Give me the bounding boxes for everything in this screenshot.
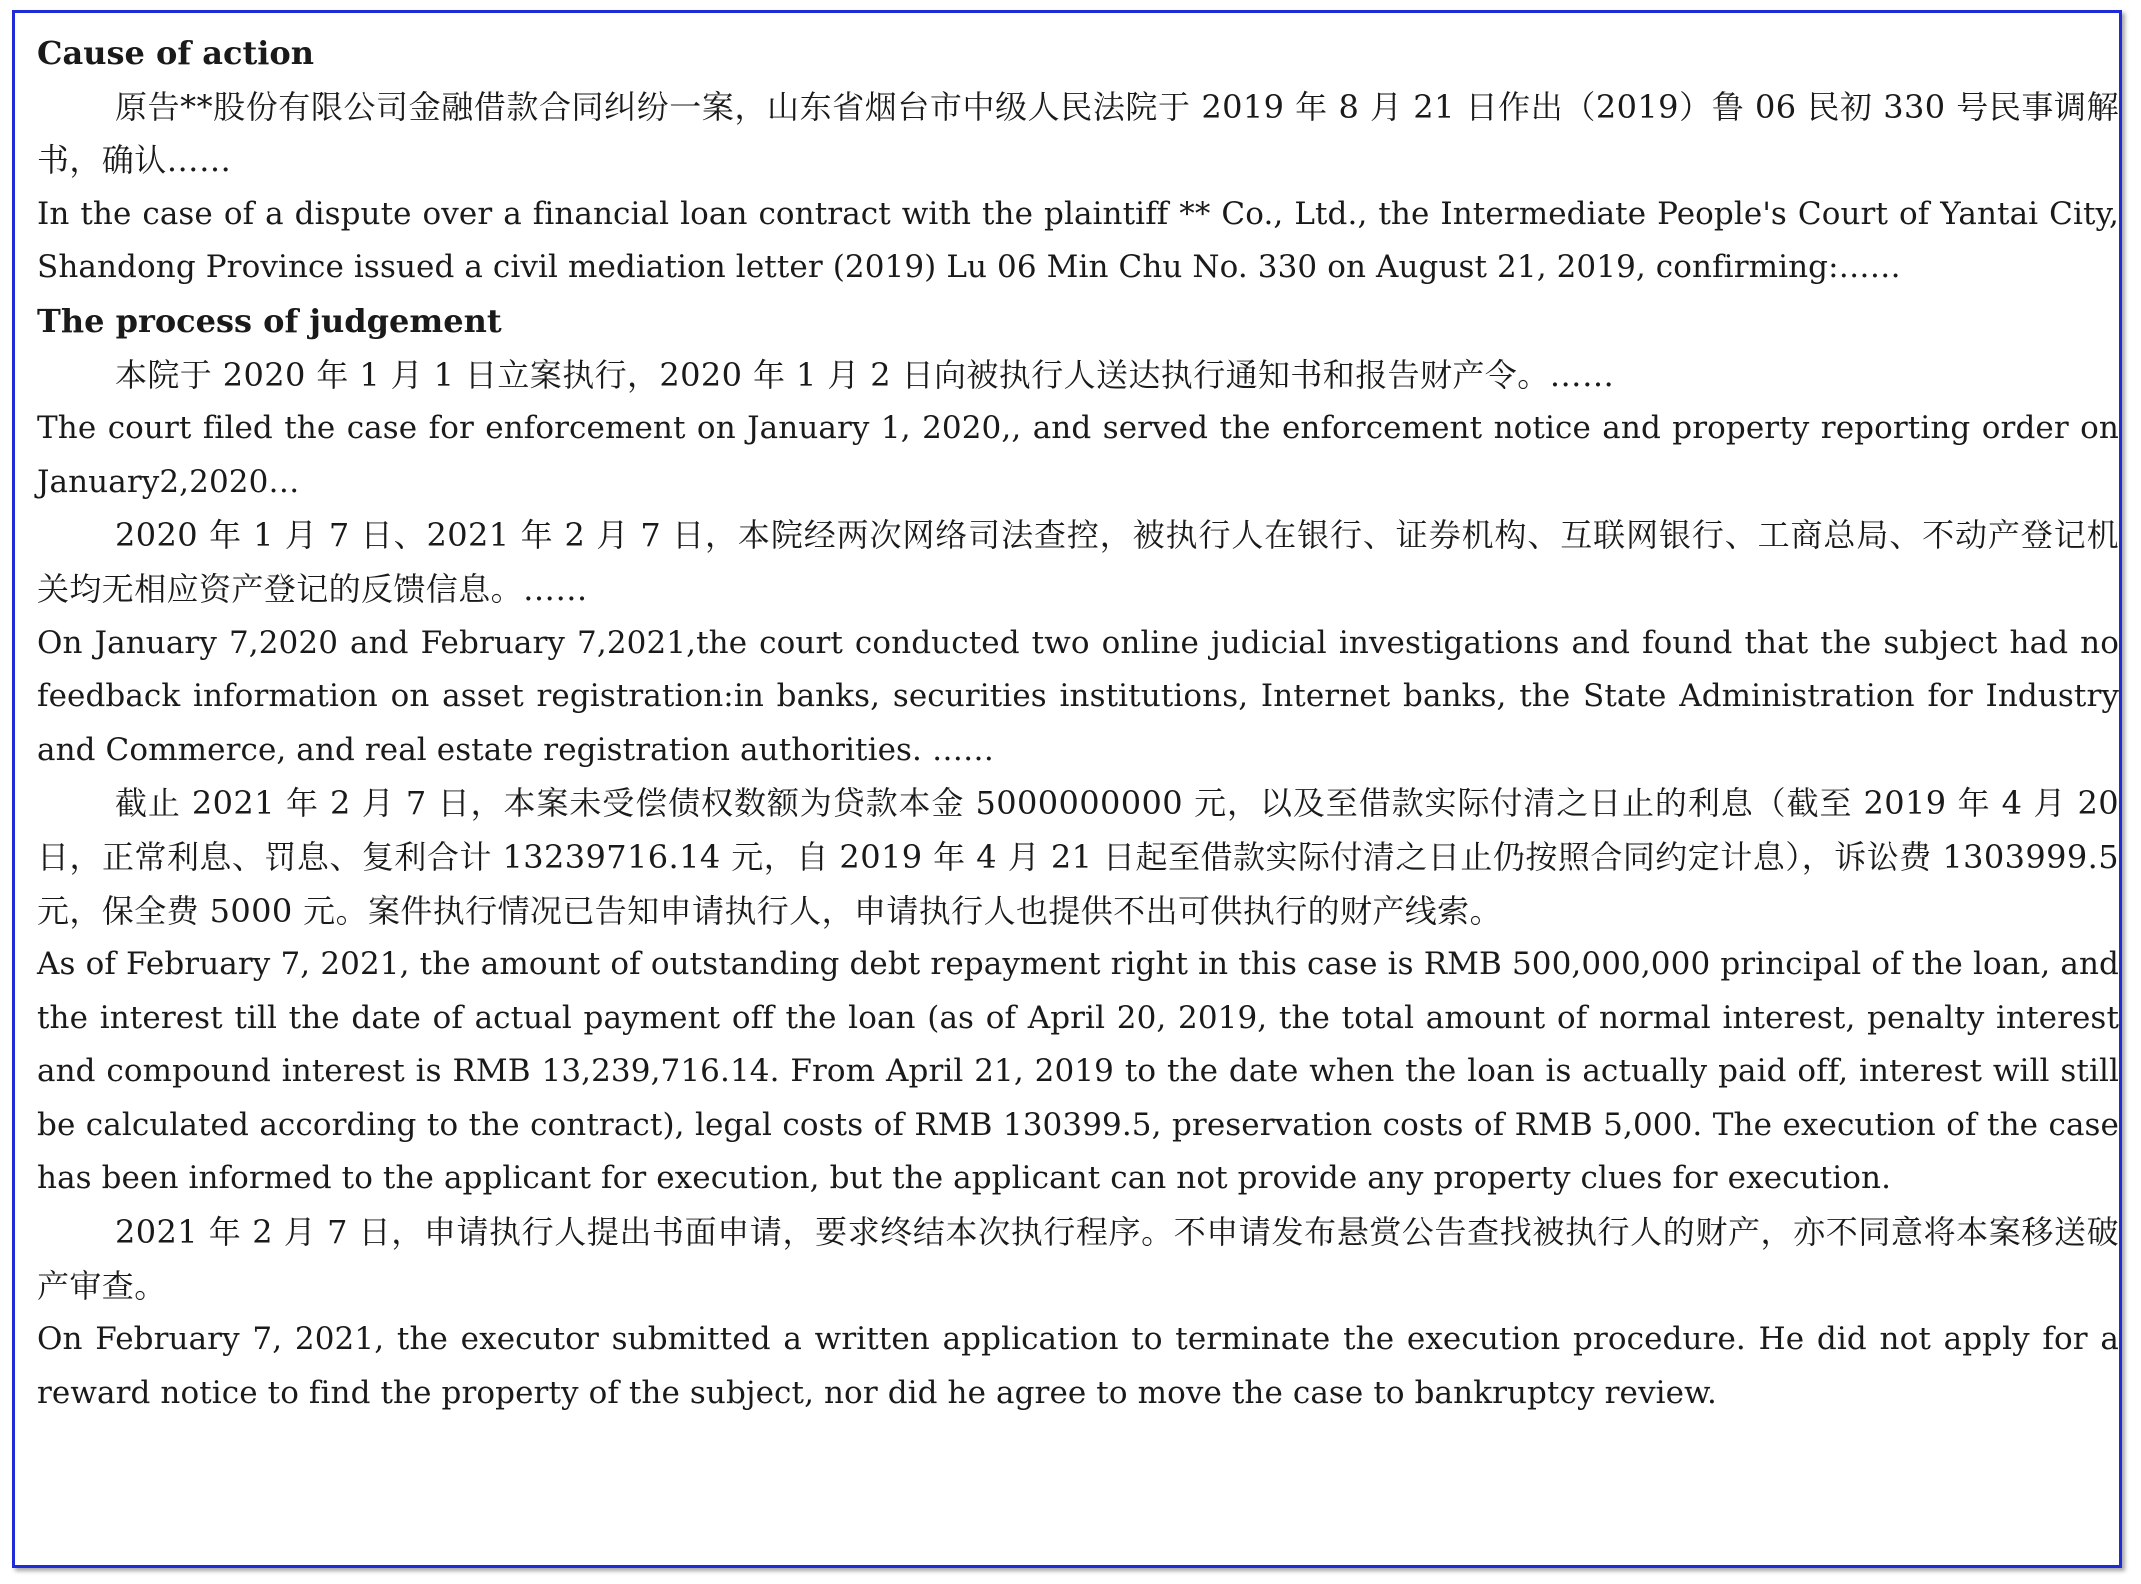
paragraph-chinese: 原告**股份有限公司金融借款合同纠纷一案，山东省烟台市中级人民法院于 2019 年 8 月 21 日作出（2019）鲁 06 民初 330 号民事调解书，确认…… <box>37 87 2119 180</box>
paragraph-chinese: 2020 年 1 月 7 日、2021 年 2 月 7 日，本院经两次网络司法查控，被执行人在银行、证券机构、互联网银行、工商总局、不动产登记机关均无相应资产登记的反馈信息。…… <box>37 516 2119 608</box>
section-heading-process-of-judgement: The process of judgement <box>37 301 502 340</box>
paragraph-chinese: 截止 2021 年 2 月 7 日，本案未受偿债权数额为贷款本金 5000000000 元，以及至借款实际付清之日止的利息（截至 2019 年 4 月 20 日，正常利息、罚息、复利合计 13239716.14 元，自 2019 年 4 月 21 日起至借款实际付清之日止仍按照合同约定计息），诉讼费 1303999.5 元，保全费 5000 元。案件执行情况已告知申请执行人，申请执行人也提供不出可供执行的财产线索。 <box>37 784 2119 930</box>
paragraph-chinese: 2021 年 2 月 7 日，申请执行人提出书面申请，要求终结本次执行程序。不申请发布悬赏公告查找被执行人的财产，亦不同意将本案移送破产审查。 <box>37 1213 2119 1305</box>
paragraph-english: In the case of a dispute over a financial loan contract with the plaintiff ** Co., Ltd., the Intermediate People's Court of Yantai City, Shandong Province issued a civil mediation letter (2019) Lu 06 Min Chu No. 330 on August 21, 2019, confirming:…… <box>37 195 2119 286</box>
document-frame <box>12 10 2122 1568</box>
paragraph-english: As of February 7, 2021, the amount of outstanding debt repayment right in this case is RMB 500,000,000 principal of the loan, and the interest till the date of actual payment off the loan (as of April 20, 2019, the total amount of normal interest, penalty interest and compound interest is RMB 13,239,716.14. From April 21, 2019 to the date when the loan is actually paid off, interest will still be calculated according to the contract), legal costs of RMB 130399.5, preservation costs of RMB 5,000. The execution of the case has been informed to the applicant for execution, but the applicant can not provide any property clues for execution. <box>37 946 2119 1197</box>
section-heading-cause-of-action: Cause of action <box>37 34 314 72</box>
paragraph-english: On January 7,2020 and February 7,2021,the court conducted two online judicial investigations and found that the subject had no feedback information on asset registration:in banks, securities institutions, Internet banks, the State Administration for Industry and Commerce, and real estate registration authorities. …… <box>37 624 2119 768</box>
paragraph-english: On February 7, 2021, the executor submitted a written application to terminate the execution procedure. He did not apply for a reward notice to find the property of the subject, nor did he agree to move the case to bankruptcy review. <box>37 1321 2119 1411</box>
paragraph-chinese: 本院于 2020 年 1 月 1 日立案执行，2020 年 1 月 2 日向被执行人送达执行通知书和报告财产令。…… <box>115 355 1615 394</box>
document-body <box>37 27 2119 1420</box>
paragraph-english: The court filed the case for enforcement on January 1, 2020,, and served the enforcement notice and property reporting order on January2,2020… <box>37 410 2119 500</box>
